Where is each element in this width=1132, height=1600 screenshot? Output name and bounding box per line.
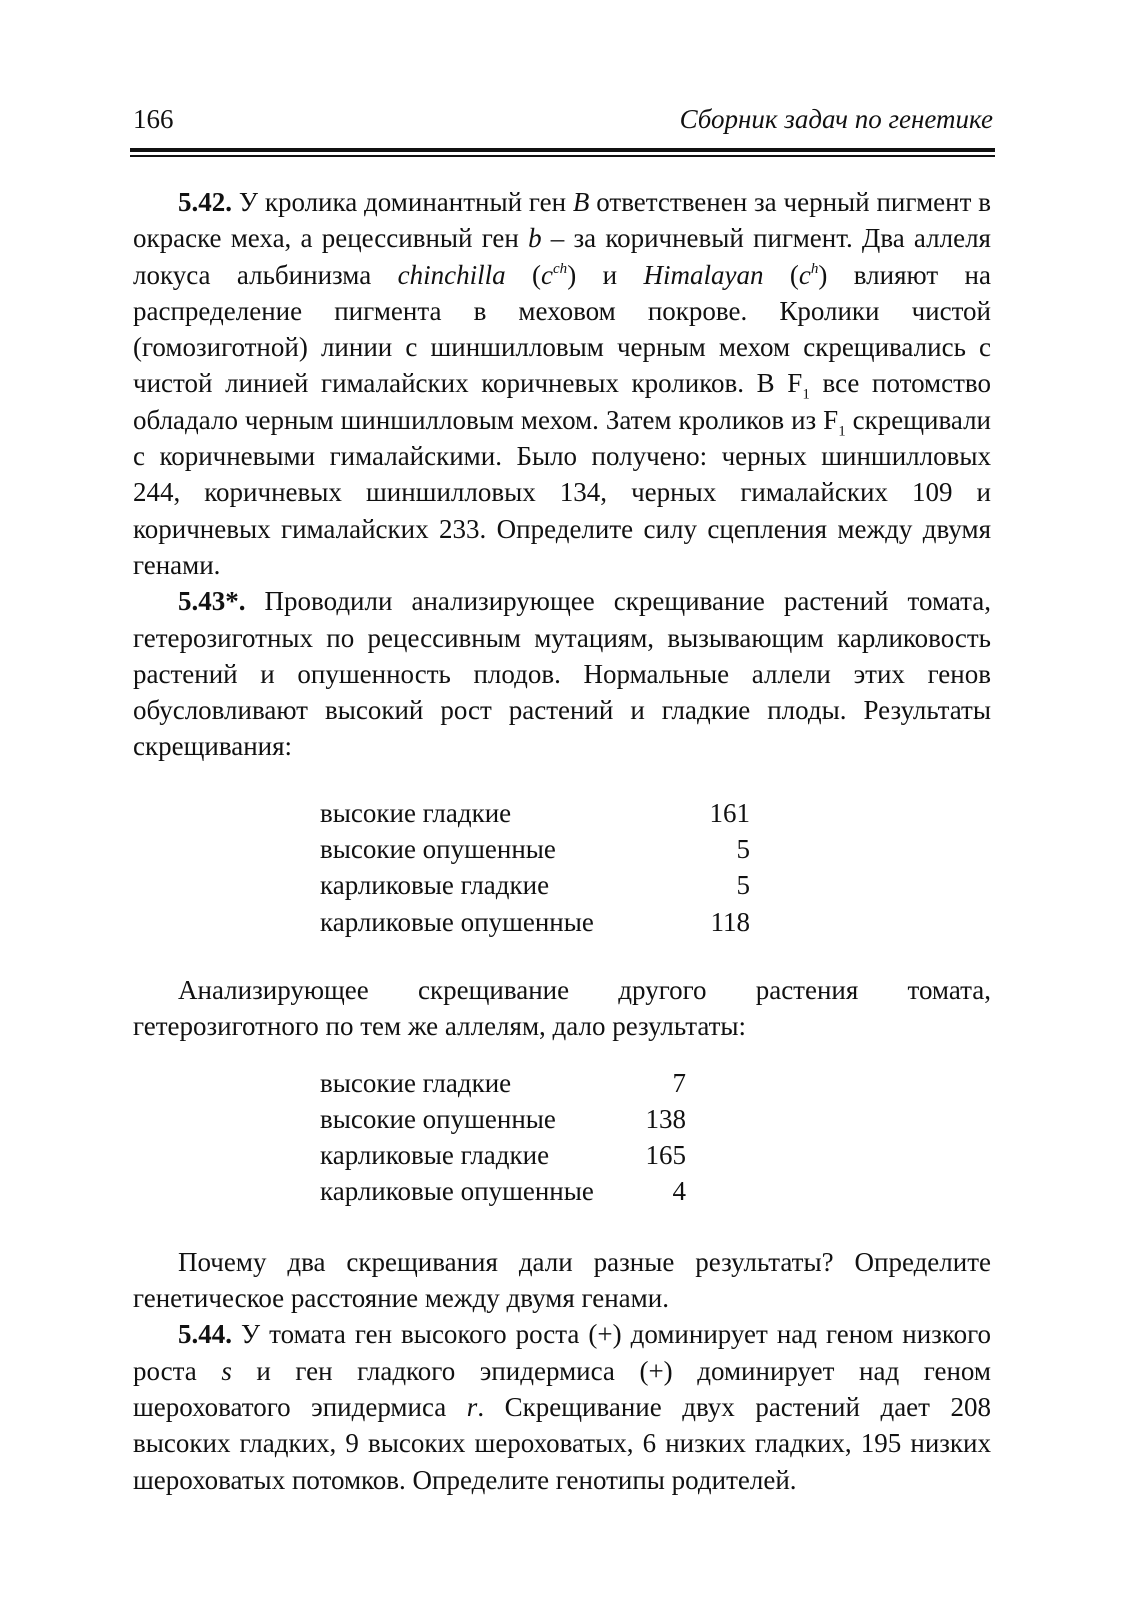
problem-text: Проводили анализирующее скрещивание растений томата, гетерозиготных по рецессивным мутациям, вызывающим карликовость растений и опушенность плодов. Нормальные аллели этих генов обусловливают высокий рост растений и гладкие плоды. Результаты скрещивания: bbox=[133, 586, 991, 762]
phenotype-label: высокие опушенные bbox=[320, 834, 556, 865]
problem-text: скрещивали с коричневыми гималайскими. Было получено: черных шиншилловых 244, коричневых шиншилловых 134, черных гималайских 109 и коричневых гималайских 233. Определите силу сцепления между двумя генами. bbox=[133, 404, 991, 580]
generation-subscript: 1 bbox=[802, 386, 810, 403]
phenotype-count: 4 bbox=[672, 1176, 686, 1207]
results-row bbox=[320, 1101, 686, 1137]
page-number: 166 bbox=[133, 104, 174, 134]
phenotype-label: высокие гладкие bbox=[320, 797, 512, 828]
allele-superscript: h bbox=[810, 260, 819, 277]
phenotype-count: 5 bbox=[736, 834, 750, 865]
phenotype-label: карликовые гладкие bbox=[320, 1140, 550, 1171]
gene-symbol: r bbox=[466, 1391, 478, 1422]
problem-5-43-continued: Анализирующее скрещивание другого растения томата, гетерозиготного по тем же аллелям, дало результаты: bbox=[133, 974, 991, 1042]
results-row bbox=[320, 1173, 686, 1209]
problem-5-44 bbox=[133, 1316, 991, 1497]
results-row bbox=[320, 1137, 686, 1173]
problem-text: все потомство обладало черным шиншилловым мехом. Затем кроликов из F bbox=[133, 368, 991, 435]
allele-superscript: ch bbox=[553, 260, 568, 277]
problem-text: ( bbox=[505, 259, 542, 290]
problem-text: У кролика доминантный ген bbox=[232, 187, 573, 217]
allele-symbol: c bbox=[541, 259, 554, 290]
phenotype-label: карликовые опушенные bbox=[320, 906, 594, 937]
phenotype-count: 165 bbox=[645, 1140, 686, 1171]
problem-text: – за коричневый пигмент. Два аллеля локуса альбинизма bbox=[133, 223, 991, 290]
gene-symbol: b bbox=[528, 223, 542, 254]
problem-text: и ген гладкого эпидермиса (+) доминирует над геном шероховатого эпидермиса bbox=[133, 1355, 991, 1422]
gene-symbol: B bbox=[572, 187, 590, 217]
phenotype-label: карликовые опушенные bbox=[320, 1176, 594, 1207]
header-rule-thin bbox=[130, 155, 995, 157]
results-row bbox=[320, 867, 750, 903]
page-header bbox=[133, 104, 993, 144]
page-body bbox=[133, 184, 991, 1498]
problem-text: ( bbox=[763, 259, 799, 290]
problem-text: У томата ген высокого роста (+) доминирует над геном низкого роста bbox=[133, 1319, 991, 1386]
phenotype-label: высокие опушенные bbox=[320, 1103, 556, 1134]
problem-5-43-question: Почему два скрещивания дали разные результаты? Определите генетическое расстояние между двумя генами. bbox=[133, 1246, 991, 1314]
allele-symbol: c bbox=[798, 259, 811, 290]
problem-text: ) и bbox=[567, 259, 644, 290]
problem-text: . Скрещивание двух растений дает 208 высоких гладких, 9 высоких шероховатых, 6 низких гладких, 195 низких шероховатых потомков. Определите генотипы родителей. bbox=[133, 1391, 991, 1495]
problem-number: 5.42. bbox=[178, 187, 232, 217]
results-row bbox=[320, 795, 750, 831]
gene-symbol: s bbox=[221, 1355, 232, 1386]
phenotype-label: карликовые гладкие bbox=[320, 870, 550, 901]
header-rule-thick bbox=[130, 148, 995, 152]
allele-name: Himalayan bbox=[643, 259, 764, 290]
results-row bbox=[320, 1065, 686, 1101]
problem-5-42 bbox=[133, 184, 991, 583]
problem-text: ответственен за черный пигмент в окраске меха, а рецессивный ген bbox=[133, 187, 992, 254]
phenotype-count: 7 bbox=[672, 1067, 686, 1098]
problem-number: 5.44. bbox=[178, 1319, 232, 1350]
problem-number: 5.43*. bbox=[178, 586, 246, 617]
phenotype-count: 5 bbox=[736, 870, 750, 901]
phenotype-count: 138 bbox=[645, 1103, 686, 1134]
results-row bbox=[320, 831, 750, 867]
problem-text: ) влияют на распределение пигмента в меховом покрове. Кролики чистой (гомозиготной) линии с шиншилловым черным мехом скрещивались с чистой линией гималайских коричневых кроликов. В F bbox=[133, 259, 991, 399]
phenotype-count: 118 bbox=[710, 906, 750, 937]
phenotype-label: высокие гладкие bbox=[320, 1067, 512, 1098]
results-row bbox=[320, 904, 750, 940]
generation-subscript: 1 bbox=[838, 423, 846, 440]
phenotype-count: 161 bbox=[709, 797, 750, 828]
results-table-1 bbox=[320, 795, 750, 940]
problem-5-43 bbox=[133, 583, 991, 764]
results-table-2 bbox=[320, 1065, 686, 1210]
allele-name: chinchilla bbox=[397, 259, 506, 290]
running-title: Сборник задач по генетике bbox=[679, 104, 993, 134]
